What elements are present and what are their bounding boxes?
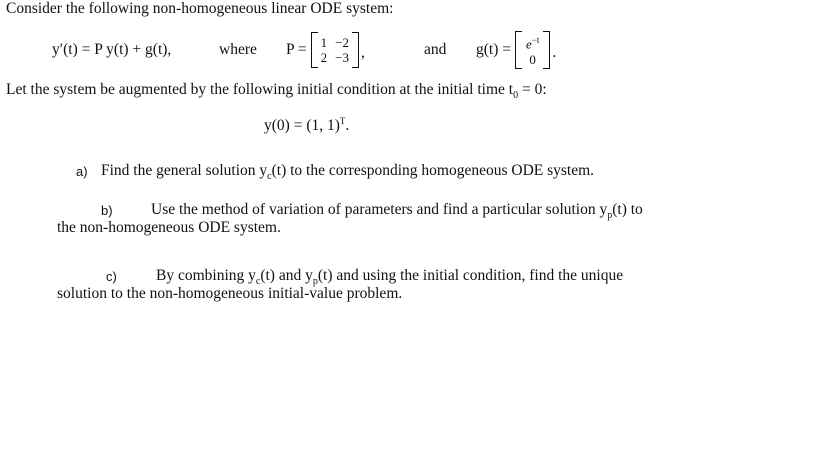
question-c-label: c)	[106, 269, 117, 284]
question-b-label: b)	[101, 203, 113, 218]
right-bracket	[352, 32, 359, 68]
exp-base: e	[526, 36, 532, 52]
matrix-p-expression	[286, 32, 365, 68]
question-b-line2: the non-homogeneous ODE system.	[57, 219, 281, 236]
transpose-sup: T	[339, 116, 346, 126]
right-bracket	[543, 31, 550, 69]
initial-text-sub: 0	[513, 90, 519, 102]
exp-power: −t	[531, 35, 540, 46]
initial-text-main: Let the system be augmented by the following initial condition at the initial time t	[6, 81, 514, 98]
where-word	[219, 32, 257, 68]
left-bracket	[311, 32, 318, 68]
ode-equation	[52, 32, 171, 68]
matrix-p-grid	[318, 35, 352, 65]
vector-g-grid	[522, 33, 543, 66]
question-c-part-a: By combining y	[156, 267, 256, 284]
question-c-part-c: (t) and using the initial condition, find the unique	[317, 267, 624, 284]
question-c-line2: solution to the non-homogeneous initial-value problem.	[57, 285, 403, 302]
p-label: P =	[286, 41, 307, 58]
question-c-part-b: (t) and y	[260, 267, 313, 284]
and-word	[424, 32, 446, 68]
question-a-main: Find the general solution y	[101, 162, 268, 179]
question-b-main: Use the method of variation of parameters and find a particular solution y	[151, 201, 608, 218]
initial-condition-end: .	[345, 117, 350, 135]
initial-condition-main: y(0) = (1, 1)	[264, 117, 340, 135]
period: .	[552, 44, 557, 61]
vector-g-expression	[476, 30, 556, 70]
initial-condition-text	[6, 81, 547, 101]
matrix-p	[311, 32, 359, 68]
ode-lhs: y′(t) = P y(t) + g(t),	[52, 41, 172, 58]
question-a-label: a)	[76, 164, 88, 179]
and-label: and	[424, 41, 447, 58]
initial-condition-equation	[264, 116, 349, 135]
question-b-sub: p	[607, 210, 613, 222]
vector-g	[515, 31, 550, 69]
where-label: where	[219, 41, 257, 58]
question-a-text	[101, 162, 594, 182]
intro-text: Consider the following non-homogeneous linear ODE system:	[6, 0, 394, 17]
question-c-sub1: c	[255, 276, 261, 288]
left-bracket	[515, 31, 522, 69]
vector-g-cell	[526, 33, 539, 51]
matrix-p-cell: 1	[320, 35, 328, 50]
comma: ,	[361, 44, 365, 61]
question-a-sub: c	[267, 171, 272, 183]
g-label: g(t) =	[476, 41, 511, 58]
question-b-end: (t) to	[612, 201, 643, 218]
vector-g-cell: 0	[529, 51, 536, 67]
matrix-p-cell: −2	[335, 35, 350, 50]
matrix-p-cell: −3	[335, 50, 350, 65]
question-a-end: (t) to the corresponding homogeneous ODE system.	[271, 162, 595, 179]
question-c-sub2: p	[312, 276, 318, 288]
matrix-p-cell: 2	[320, 50, 328, 65]
initial-text-end: = 0:	[518, 81, 547, 98]
